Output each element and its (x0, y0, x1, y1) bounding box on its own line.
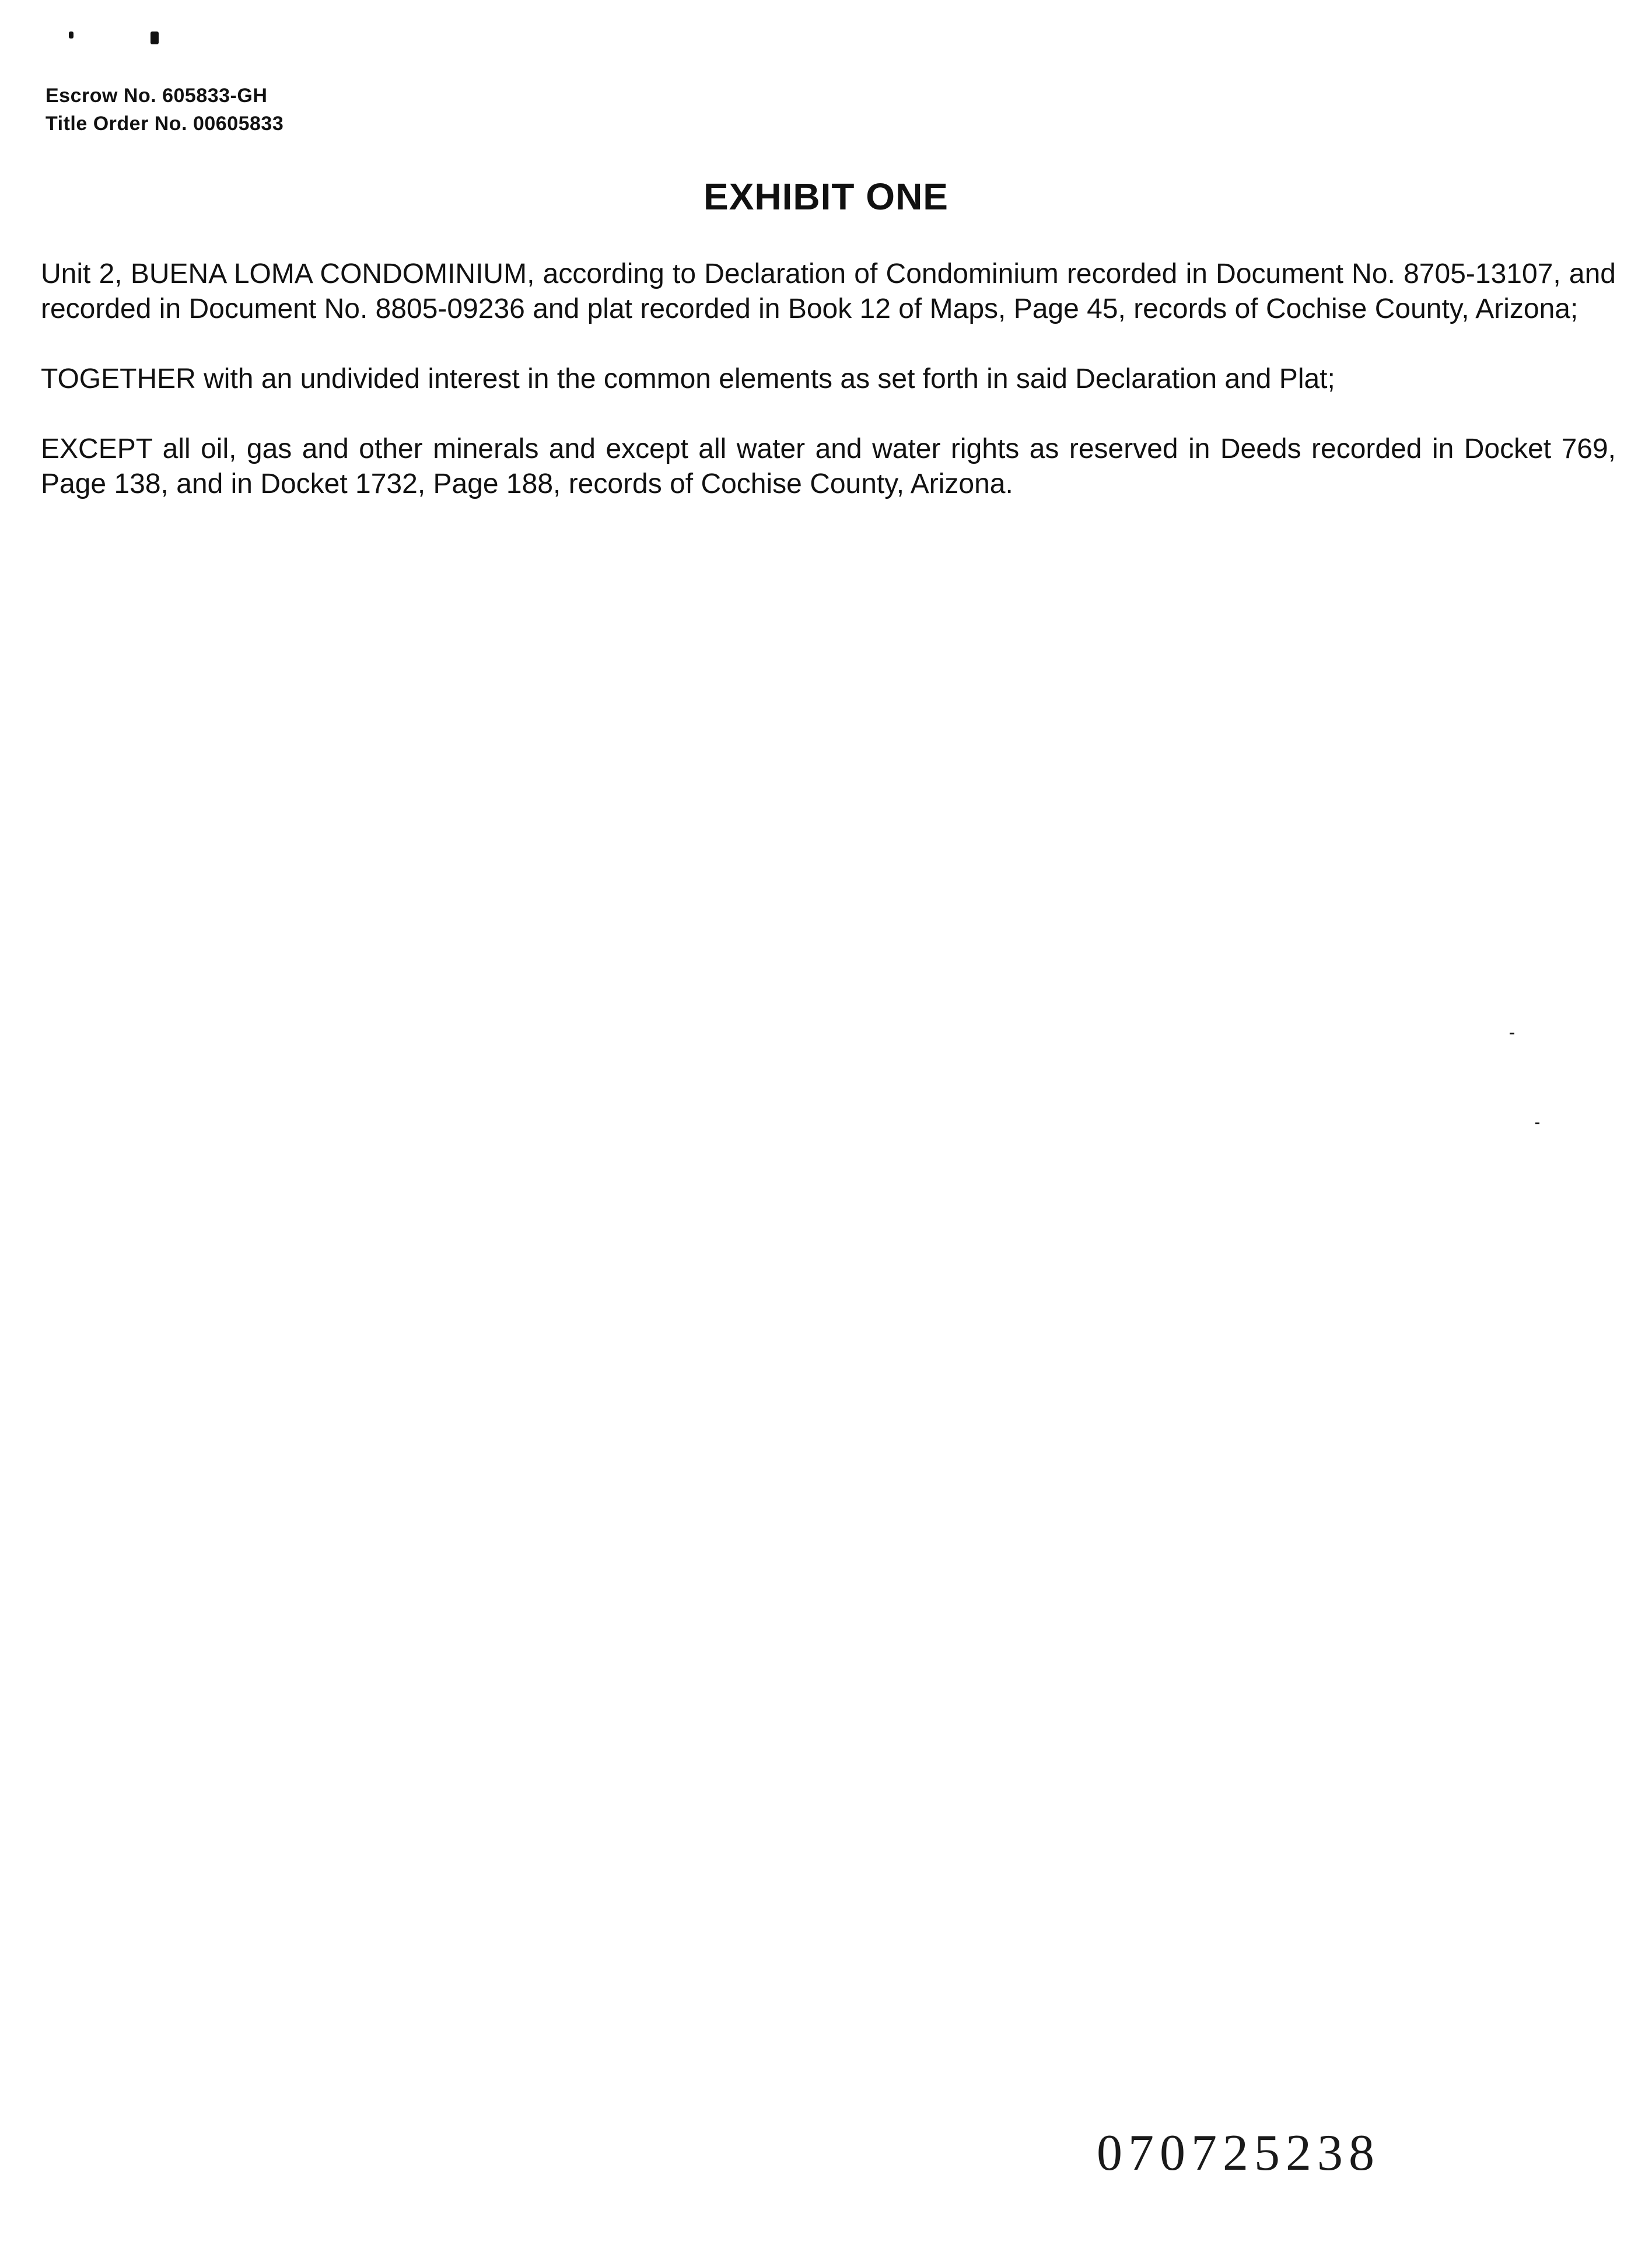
scan-speck (1535, 1122, 1539, 1124)
common-elements-paragraph: TOGETHER with an undivided interest in the common elements as set forth in said Declaration and Plat; (41, 363, 1335, 394)
exceptions-paragraph: EXCEPT all oil, gas and other minerals and except all water and water rights as reserved in Deeds recorded in Docket 769, Page 138, and in Docket 1732, Page 188, records of Cochise County, Arizona. (41, 433, 1616, 499)
unit-description-paragraph: Unit 2, BUENA LOMA CONDOMINIUM, according to Declaration of Condominium recorded in Document No. 8705-13107, and recorded in Document No. 8805-09236 and plat recorded in Book 12 of Maps, Page 45, records of Cochise County, Arizona; (41, 258, 1616, 324)
scan-speck (69, 32, 74, 39)
document-header (46, 82, 284, 138)
title-order-number: Title Order No. 00605833 (46, 113, 284, 135)
exhibit-title: EXHIBIT ONE (704, 176, 949, 218)
escrow-number: Escrow No. 605833-GH (46, 85, 268, 107)
scan-speck (150, 32, 159, 44)
scan-speck (1510, 1033, 1514, 1034)
recording-stamp-number: 070725238 (1097, 2125, 1380, 2181)
legal-description (41, 257, 1616, 537)
